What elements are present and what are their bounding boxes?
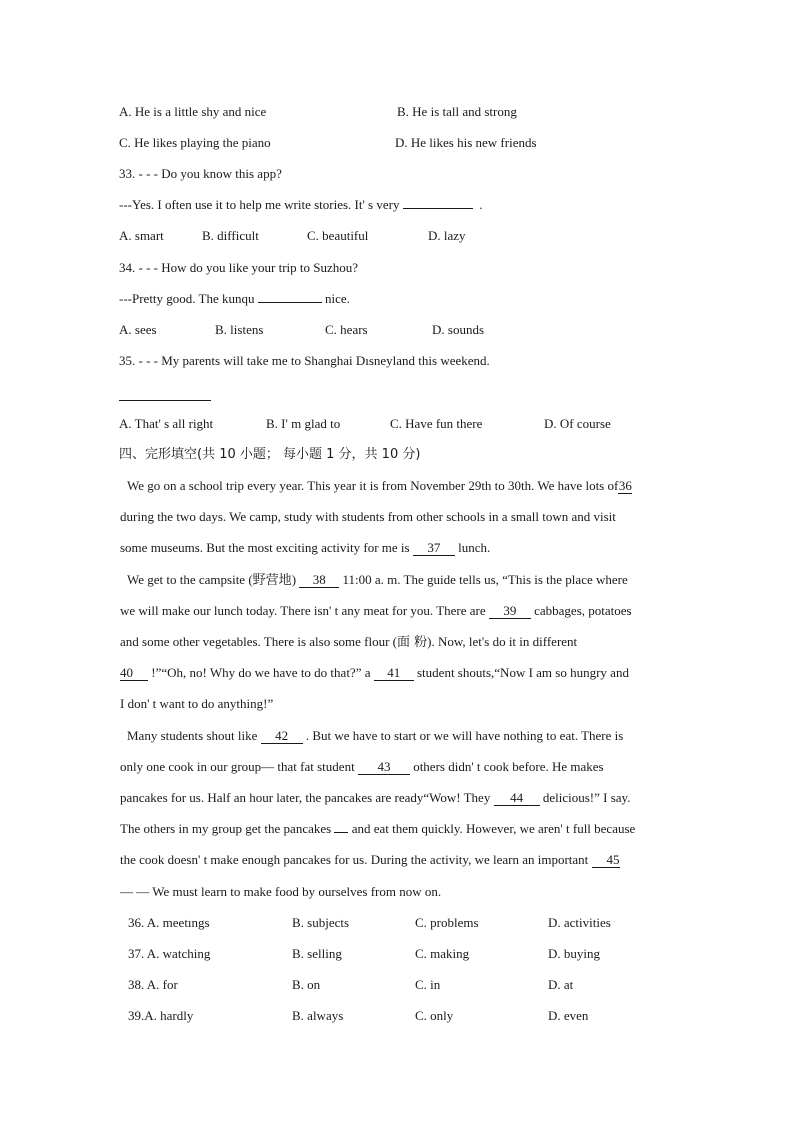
blank-44: 44 bbox=[494, 791, 540, 806]
passage-line bbox=[127, 572, 628, 589]
option-37-b: B. selling bbox=[292, 946, 342, 961]
passage-text: Many students shout like bbox=[127, 728, 258, 743]
reply-end: . bbox=[479, 197, 483, 212]
chinese-gloss: 野营地 bbox=[252, 573, 292, 588]
option-39-b: B. always bbox=[292, 1008, 344, 1023]
chinese-gloss: 面 粉 bbox=[397, 635, 428, 650]
option-39-a: 39.A. hardly bbox=[128, 1008, 194, 1023]
passage-text: we will make our lunch today. There isn' t any meat for you. There are bbox=[120, 603, 486, 618]
passage-text: We get to the campsite ( bbox=[127, 572, 253, 587]
blank-38: 38 bbox=[299, 573, 339, 588]
passage-text: student shouts,“Now I am so hungry and bbox=[417, 665, 629, 680]
passage-text: The others in my group get the pancakes bbox=[120, 821, 332, 836]
passage-line bbox=[120, 634, 577, 651]
answer-blank bbox=[334, 832, 348, 833]
option-32-d: D. He likes his new friends bbox=[395, 135, 537, 150]
option-35-b: B. I' m glad to bbox=[266, 416, 341, 431]
passage-line bbox=[120, 509, 674, 525]
blank-45: 45 bbox=[592, 853, 620, 868]
passage-line bbox=[127, 478, 632, 494]
option-38-c: C. in bbox=[415, 977, 441, 992]
option-36-a: 36. A. meetıngs bbox=[128, 915, 210, 930]
option-33-c: C. beautiful bbox=[307, 228, 369, 243]
answer-blank bbox=[258, 302, 322, 303]
passage-text: delicious!” I say. bbox=[542, 790, 631, 805]
option-33-d: D. lazy bbox=[428, 228, 466, 243]
question-33-reply bbox=[119, 197, 482, 213]
passage-text: and some other vegetables. There is also some flour ( bbox=[120, 634, 398, 649]
passage-line bbox=[120, 759, 604, 775]
passage-line bbox=[120, 790, 630, 806]
option-33-a: A. smart bbox=[119, 228, 164, 243]
option-37-c: C. making bbox=[415, 946, 470, 961]
option-32-c: C. He likes playing the piano bbox=[119, 135, 271, 150]
option-38-a: 38. A. for bbox=[128, 977, 178, 992]
option-36-b: B. subjects bbox=[292, 915, 350, 930]
option-33-b: B. difficult bbox=[202, 228, 259, 243]
answer-blank bbox=[403, 208, 473, 209]
reply-text: ---Pretty good. The kunqu bbox=[119, 291, 255, 306]
question-34: 34. - - - How do you like your trip to Suzhou? bbox=[119, 260, 359, 275]
question-35: 35. - - - My parents will take me to Shanghai Dısneyland this weekend. bbox=[119, 353, 490, 368]
passage-text: 11:00 a. m. The guide tells us, “This is the place where bbox=[342, 572, 628, 587]
option-34-d: D. sounds bbox=[432, 322, 485, 337]
option-39-c: C. only bbox=[415, 1008, 454, 1023]
passage-text: . But we have to start or we will have nothing to eat. There is bbox=[305, 728, 624, 743]
option-38-b: B. on bbox=[292, 977, 321, 992]
answer-blank-35 bbox=[119, 384, 211, 401]
reply-end: nice. bbox=[325, 291, 350, 306]
option-32-a: A. He is a little shy and nice bbox=[119, 104, 267, 119]
passage-line bbox=[120, 852, 620, 868]
section-heading: 四、完形填空(共 10 小题； 每小题 1 分，共 10 分) bbox=[119, 447, 421, 462]
blank-42: 42 bbox=[261, 729, 303, 744]
option-36-d: D. activities bbox=[548, 915, 611, 930]
passage-text: !”“Oh, no! Why do we have to do that?” a bbox=[151, 665, 371, 680]
blank-37: 37 bbox=[413, 541, 455, 556]
question-33: 33. - - - Do you know this app? bbox=[119, 166, 282, 181]
passage-line bbox=[120, 665, 629, 681]
blank-36: 36 bbox=[618, 478, 632, 493]
passage-text: cabbages, potatoes bbox=[534, 603, 632, 618]
option-35-d: D. Of course bbox=[544, 416, 611, 431]
passage-line: — — We must learn to make food by ourselves from now on. bbox=[120, 884, 442, 899]
passage-text: others didn' t cook before. He makes bbox=[413, 759, 604, 774]
blank-40: 40 bbox=[120, 666, 148, 681]
blank-41: 41 bbox=[374, 666, 414, 681]
passage-line bbox=[127, 728, 623, 744]
option-37-a: 37. A. watching bbox=[128, 946, 211, 961]
passage-line bbox=[120, 540, 490, 556]
blank-39: 39 bbox=[489, 604, 531, 619]
passage-text: ). Now, let's do it in different bbox=[427, 634, 578, 649]
question-34-reply bbox=[119, 291, 350, 307]
option-34-c: C. hears bbox=[325, 322, 368, 337]
passage-text: lunch. bbox=[458, 540, 491, 555]
option-32-b: B. He is tall and strong bbox=[397, 104, 517, 119]
option-35-c: C. Have fun there bbox=[390, 416, 483, 431]
option-35-a: A. That' s all right bbox=[119, 416, 214, 431]
passage-line: I don' t want to do anything!” bbox=[120, 696, 274, 711]
passage-text: the cook doesn' t make enough pancakes for us. During the activity, we learn an important bbox=[120, 852, 589, 867]
option-38-d: D. at bbox=[548, 977, 574, 992]
passage-text: We go on a school trip every year. This year it is from November 29th to 30th. We have lots of bbox=[127, 478, 619, 493]
passage-text: some museums. But the most exciting activity for me is bbox=[120, 540, 410, 555]
passage-text: ) bbox=[291, 572, 297, 587]
passage-text: during the two days. We camp, study with students from other schools in a small town and visit bbox=[120, 509, 616, 524]
passage-text: only one cook in our group— that fat student bbox=[120, 759, 355, 774]
passage-line bbox=[120, 821, 635, 837]
passage-text: pancakes for us. Half an hour later, the pancakes are ready“Wow! They bbox=[120, 790, 491, 805]
passage-text: and eat them quickly. However, we aren' t full because bbox=[351, 821, 636, 836]
passage-line bbox=[120, 603, 632, 619]
option-34-a: A. sees bbox=[119, 322, 157, 337]
option-36-c: C. problems bbox=[415, 915, 479, 930]
reply-text: ---Yes. I often use it to help me write stories. It' s very bbox=[119, 197, 400, 212]
option-37-d: D. buying bbox=[548, 946, 600, 961]
blank-43: 43 bbox=[358, 760, 410, 775]
option-34-b: B. listens bbox=[215, 322, 264, 337]
option-39-d: D. even bbox=[548, 1008, 589, 1023]
